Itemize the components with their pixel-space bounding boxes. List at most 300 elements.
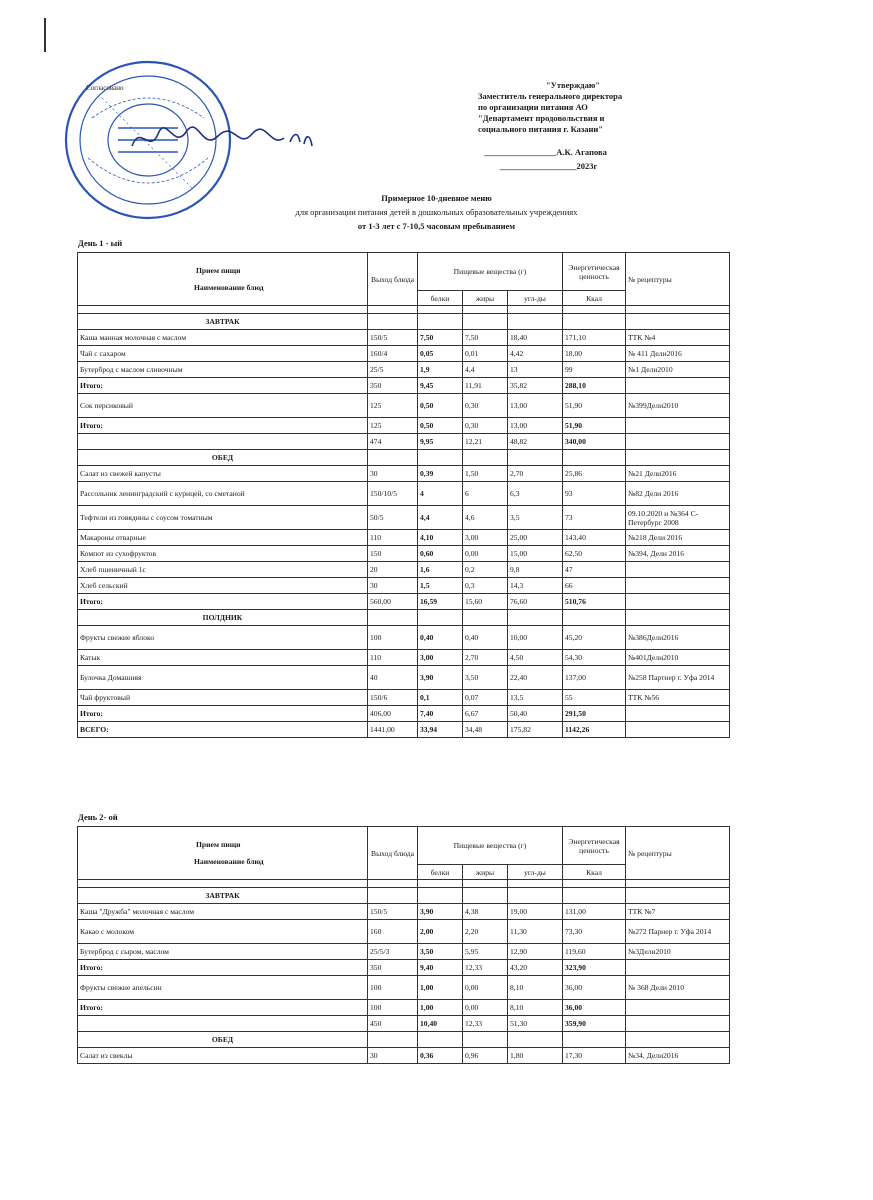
dish-proteins: 9,95 [418, 434, 463, 450]
day2-label: День 2- ой [78, 812, 118, 822]
dish-yield: 40 [368, 666, 418, 690]
dish-yield: 160/4 [368, 346, 418, 362]
total-row [78, 1000, 730, 1016]
dish-row [78, 530, 730, 546]
dish-yield: 560,00 [368, 594, 418, 610]
empty-cell [463, 610, 508, 626]
dish-row [78, 394, 730, 418]
empty-cell [626, 1032, 730, 1048]
spacer-cell [626, 880, 730, 888]
dish-name: Бутерброд с сыром, маслом [78, 944, 368, 960]
empty-cell [563, 610, 626, 626]
spacer-cell [563, 880, 626, 888]
dish-row [78, 626, 730, 650]
dish-yield: 25/5/3 [368, 944, 418, 960]
dish-kcal: 36,00 [563, 1000, 626, 1016]
dish-kcal: 25,86 [563, 466, 626, 482]
empty-cell [563, 888, 626, 904]
empty-cell [418, 1032, 463, 1048]
dish-yield: 100 [368, 626, 418, 650]
dish-yield: 110 [368, 650, 418, 666]
dish-proteins: 0,60 [418, 546, 463, 562]
header-yield: Выход блюда [368, 827, 418, 880]
dish-carbs: 15,00 [508, 546, 563, 562]
dish-name: Салат из свежей капусты [78, 466, 368, 482]
dish-fats: 12,33 [463, 960, 508, 976]
section-row [78, 888, 730, 904]
dish-carbs: 22,40 [508, 666, 563, 690]
dish-proteins: 1,5 [418, 578, 463, 594]
dish-kcal: 45,20 [563, 626, 626, 650]
dish-name: Салат из свеклы [78, 1048, 368, 1064]
dish-proteins: 0,1 [418, 690, 463, 706]
dish-yield: 1441,00 [368, 722, 418, 738]
empty-cell [463, 1032, 508, 1048]
dish-carbs: 43,20 [508, 960, 563, 976]
dish-row [78, 944, 730, 960]
approval-line: "Департамент продовольствия и [478, 113, 605, 123]
dish-proteins: 0,39 [418, 466, 463, 482]
dish-fats: 1,50 [463, 466, 508, 482]
dish-proteins: 1,6 [418, 562, 463, 578]
dish-yield: 450 [368, 1016, 418, 1032]
dish-kcal: 51,90 [563, 394, 626, 418]
day1-label: День 1 - ый [78, 238, 123, 248]
dish-yield: 125 [368, 418, 418, 434]
dish-name: Чай фруктовый [78, 690, 368, 706]
dish-kcal: 137,00 [563, 666, 626, 690]
empty-cell [368, 1032, 418, 1048]
dish-kcal: 119,60 [563, 944, 626, 960]
dish-recipe: 09.10.2020 и №364 С-Петербург 2008 [626, 506, 730, 530]
dish-yield: 474 [368, 434, 418, 450]
dish-proteins: 3,00 [418, 650, 463, 666]
header-proteins: белки [418, 291, 463, 306]
header-row [78, 827, 730, 865]
dish-name: Бутерброд с маслом сливочным [78, 362, 368, 378]
header-dish-name: Наименование блюд [194, 857, 264, 866]
dish-name: Сок персиковый [78, 394, 368, 418]
section-row [78, 314, 730, 330]
dish-yield: 30 [368, 1048, 418, 1064]
dish-proteins: 7,40 [418, 706, 463, 722]
dish-recipe: №386Дели2016 [626, 626, 730, 650]
empty-cell [368, 888, 418, 904]
dish-proteins: 4 [418, 482, 463, 506]
total-label: Итого: [78, 1000, 368, 1016]
dish-proteins: 1,00 [418, 976, 463, 1000]
spacer-cell [508, 880, 563, 888]
dish-row [78, 506, 730, 530]
dish-kcal: 17,30 [563, 1048, 626, 1064]
header-energy: Энергетическая ценность [563, 827, 626, 865]
dish-proteins: 9,40 [418, 960, 463, 976]
dish-row [78, 562, 730, 578]
total-row [78, 960, 730, 976]
day2-menu-table [77, 826, 730, 1064]
dish-kcal: 55 [563, 690, 626, 706]
dish-yield: 110 [368, 530, 418, 546]
dish-fats: 4,38 [463, 904, 508, 920]
dish-recipe [626, 706, 730, 722]
dish-proteins: 4,4 [418, 506, 463, 530]
dish-recipe [626, 434, 730, 450]
dish-yield: 350 [368, 378, 418, 394]
dish-name: Каша манная молочная с маслом [78, 330, 368, 346]
dish-row [78, 346, 730, 362]
stamp-label: Согласовано [86, 84, 124, 92]
dish-kcal: 510,76 [563, 594, 626, 610]
empty-cell [626, 610, 730, 626]
dish-kcal: 47 [563, 562, 626, 578]
dish-recipe: ТТК №4 [626, 330, 730, 346]
dish-fats: 12,33 [463, 1016, 508, 1032]
dish-name: Рассольник ленинградский с курицей, со сметаной [78, 482, 368, 506]
approval-quote: "Утверждаю" [545, 80, 601, 90]
dish-proteins: 3,50 [418, 944, 463, 960]
dish-recipe: №21 Дели2016 [626, 466, 730, 482]
dish-yield: 50/5 [368, 506, 418, 530]
total-label: Итого: [78, 418, 368, 434]
dish-row [78, 578, 730, 594]
dish-fats: 5,95 [463, 944, 508, 960]
empty-cell [563, 1032, 626, 1048]
header-kcal: Ккал [563, 291, 626, 306]
dish-recipe [626, 960, 730, 976]
empty-cell [508, 610, 563, 626]
dish-fats: 4,4 [463, 362, 508, 378]
empty-cell [368, 450, 418, 466]
dish-name: Катык [78, 650, 368, 666]
total-row [78, 594, 730, 610]
dish-name: Каша "Дружба" молочная с маслом [78, 904, 368, 920]
dish-row [78, 666, 730, 690]
dish-name: Чай с сахаром [78, 346, 368, 362]
dish-proteins: 16,59 [418, 594, 463, 610]
section-title: ОБЕД [78, 1032, 368, 1048]
dish-fats: 0,30 [463, 418, 508, 434]
empty-cell [508, 314, 563, 330]
dish-carbs: 3,5 [508, 506, 563, 530]
dish-carbs: 8,10 [508, 976, 563, 1000]
document-titles [0, 192, 873, 232]
dish-carbs: 175,82 [508, 722, 563, 738]
empty-cell [418, 314, 463, 330]
dish-recipe: №394, Дели 2016 [626, 546, 730, 562]
empty-cell [463, 450, 508, 466]
dish-kcal: 288,10 [563, 378, 626, 394]
dish-fats: 11,91 [463, 378, 508, 394]
spacer-row [78, 306, 730, 314]
total-row [78, 378, 730, 394]
dish-recipe [626, 722, 730, 738]
dish-carbs: 51,30 [508, 1016, 563, 1032]
day1-menu-table [77, 252, 730, 738]
empty-cell [563, 450, 626, 466]
header-nutrients: Пищевые вещества (г) [418, 827, 563, 865]
approval-sign: _________________А.К. Агапова [484, 147, 607, 157]
section-row [78, 610, 730, 626]
dish-fats: 3,50 [463, 666, 508, 690]
dish-proteins: 0,40 [418, 626, 463, 650]
spacer-row [78, 880, 730, 888]
approval-line: по организации питания АО [478, 102, 588, 112]
dish-kcal: 93 [563, 482, 626, 506]
section-title: ОБЕД [78, 450, 368, 466]
dish-row [78, 362, 730, 378]
dish-recipe: №3Дели2010 [626, 944, 730, 960]
total-label [78, 1016, 368, 1032]
dish-recipe [626, 578, 730, 594]
dish-fats: 0,3 [463, 578, 508, 594]
spacer-cell [368, 306, 418, 314]
approval-line: социального питания г. Казани" [478, 124, 604, 134]
dish-recipe: №399Дели2010 [626, 394, 730, 418]
dish-carbs: 25,00 [508, 530, 563, 546]
dish-recipe: № 411 Дели2016 [626, 346, 730, 362]
dish-yield: 160 [368, 920, 418, 944]
dish-carbs: 9,8 [508, 562, 563, 578]
empty-cell [418, 610, 463, 626]
section-row [78, 1032, 730, 1048]
dish-carbs: 35,82 [508, 378, 563, 394]
header-dish [78, 253, 368, 306]
dish-name: Макароны отварные [78, 530, 368, 546]
dish-kcal: 62,50 [563, 546, 626, 562]
dish-carbs: 18,40 [508, 330, 563, 346]
dish-name: Фрукты свежие яблоко [78, 626, 368, 650]
dish-fats: 0,30 [463, 394, 508, 418]
spacer-cell [368, 880, 418, 888]
dish-name: Булочка Домашняя [78, 666, 368, 690]
dish-yield: 350 [368, 960, 418, 976]
dish-fats: 34,48 [463, 722, 508, 738]
header-reception: Прием пищи [196, 266, 241, 275]
approval-block [478, 80, 668, 172]
header-yield: Выход блюда [368, 253, 418, 306]
total-row [78, 706, 730, 722]
dish-recipe [626, 562, 730, 578]
dish-carbs: 6,3 [508, 482, 563, 506]
total-label: Итого: [78, 706, 368, 722]
header-nutrients: Пищевые вещества (г) [418, 253, 563, 291]
section-title: ЗАВТРАК [78, 888, 368, 904]
dish-recipe [626, 378, 730, 394]
spacer-cell [463, 306, 508, 314]
dish-yield: 150 [368, 546, 418, 562]
spacer-cell [418, 880, 463, 888]
dish-row [78, 920, 730, 944]
dish-carbs: 11,30 [508, 920, 563, 944]
dish-row [78, 1048, 730, 1064]
dish-row [78, 690, 730, 706]
dish-fats: 7,50 [463, 330, 508, 346]
spacer-cell [78, 306, 368, 314]
header-reception: Прием пищи [196, 840, 241, 849]
dish-yield: 25/5 [368, 362, 418, 378]
dish-carbs: 1,80 [508, 1048, 563, 1064]
dish-proteins: 0,50 [418, 418, 463, 434]
dish-recipe: №34, Дели2016 [626, 1048, 730, 1064]
dish-carbs: 13,5 [508, 690, 563, 706]
dish-kcal: 359,90 [563, 1016, 626, 1032]
dish-row [78, 650, 730, 666]
dish-fats: 4,6 [463, 506, 508, 530]
dish-proteins: 9,45 [418, 378, 463, 394]
dish-name: Какао с молоком [78, 920, 368, 944]
dish-kcal: 73 [563, 506, 626, 530]
empty-cell [418, 450, 463, 466]
empty-cell [563, 314, 626, 330]
dish-proteins: 0,05 [418, 346, 463, 362]
spacer-cell [78, 880, 368, 888]
dish-kcal: 18,00 [563, 346, 626, 362]
dish-fats: 3,00 [463, 530, 508, 546]
dish-proteins: 1,9 [418, 362, 463, 378]
dish-kcal: 1142,26 [563, 722, 626, 738]
dish-carbs: 13 [508, 362, 563, 378]
dish-kcal: 340,00 [563, 434, 626, 450]
dish-proteins: 7,50 [418, 330, 463, 346]
empty-cell [626, 314, 730, 330]
section-title: ПОЛДНИК [78, 610, 368, 626]
dish-fats: 15,60 [463, 594, 508, 610]
dish-recipe: №82 Дели 2016 [626, 482, 730, 506]
total-label: Итого: [78, 594, 368, 610]
total-label: ВСЕГО: [78, 722, 368, 738]
header-fats: жиры [463, 865, 508, 880]
total-row [78, 434, 730, 450]
dish-carbs: 14,3 [508, 578, 563, 594]
dish-recipe: №272 Парнер г. Уфа 2014 [626, 920, 730, 944]
dish-recipe [626, 1000, 730, 1016]
dish-recipe: №258 Партнер г. Уфа 2014 [626, 666, 730, 690]
signature [128, 120, 328, 160]
dish-kcal: 73,30 [563, 920, 626, 944]
dish-carbs: 48,82 [508, 434, 563, 450]
dish-kcal: 323,90 [563, 960, 626, 976]
header-carbs: угл-ды [508, 291, 563, 306]
header-carbs: угл-ды [508, 865, 563, 880]
spacer-cell [563, 306, 626, 314]
dish-yield: 150/6 [368, 690, 418, 706]
scan-mark [44, 18, 46, 52]
dish-name: Хлеб пшеничный 1с [78, 562, 368, 578]
dish-proteins: 0,50 [418, 394, 463, 418]
empty-cell [418, 888, 463, 904]
total-row [78, 1016, 730, 1032]
dish-kcal: 143,40 [563, 530, 626, 546]
total-label: Итого: [78, 378, 368, 394]
header-recipe: № рецептуры [626, 253, 730, 306]
dish-recipe: ТТК №56 [626, 690, 730, 706]
dish-fats: 2,70 [463, 650, 508, 666]
dish-kcal: 54,30 [563, 650, 626, 666]
dish-carbs: 2,70 [508, 466, 563, 482]
dish-carbs: 10,00 [508, 626, 563, 650]
dish-yield: 100 [368, 1000, 418, 1016]
dish-proteins: 2,00 [418, 920, 463, 944]
spacer-cell [418, 306, 463, 314]
header-recipe: № рецептуры [626, 827, 730, 880]
dish-proteins: 10,40 [418, 1016, 463, 1032]
total-label: Итого: [78, 960, 368, 976]
dish-proteins: 4,10 [418, 530, 463, 546]
header-dish [78, 827, 368, 880]
dish-kcal: 99 [563, 362, 626, 378]
dish-recipe: № 368 Дели 2010 [626, 976, 730, 1000]
dish-proteins: 3,90 [418, 666, 463, 690]
dish-fats: 0,00 [463, 976, 508, 1000]
dish-kcal: 66 [563, 578, 626, 594]
dish-recipe: №1 Дели2010 [626, 362, 730, 378]
dish-name: Хлеб сельский [78, 578, 368, 594]
title-sub: для организации питания детей в дошкольных образовательных учреждениях [295, 207, 578, 217]
dish-name: Компот из сухофруктов [78, 546, 368, 562]
dish-recipe [626, 418, 730, 434]
dish-fats: 0,40 [463, 626, 508, 650]
dish-kcal: 51,90 [563, 418, 626, 434]
approval-line: Заместитель генерального директора [478, 91, 623, 101]
total-row [78, 722, 730, 738]
dish-yield: 150/10/5 [368, 482, 418, 506]
header-kcal: Ккал [563, 865, 626, 880]
dish-fats: 0,00 [463, 546, 508, 562]
header-row [78, 253, 730, 291]
dish-yield: 20 [368, 562, 418, 578]
dish-fats: 6 [463, 482, 508, 506]
header-dish-name: Наименование блюд [194, 283, 264, 292]
dish-recipe: №218 Дели 2016 [626, 530, 730, 546]
dish-carbs: 50,40 [508, 706, 563, 722]
dish-fats: 0,01 [463, 346, 508, 362]
section-row [78, 450, 730, 466]
dish-row [78, 482, 730, 506]
dish-proteins: 33,94 [418, 722, 463, 738]
dish-carbs: 12,90 [508, 944, 563, 960]
dish-recipe [626, 1016, 730, 1032]
dish-yield: 125 [368, 394, 418, 418]
dish-row [78, 546, 730, 562]
spacer-cell [508, 306, 563, 314]
empty-cell [508, 888, 563, 904]
dish-carbs: 19,00 [508, 904, 563, 920]
dish-yield: 30 [368, 466, 418, 482]
spacer-cell [463, 880, 508, 888]
header-fats: жиры [463, 291, 508, 306]
dish-carbs: 13,00 [508, 394, 563, 418]
dish-kcal: 171,10 [563, 330, 626, 346]
header-energy: Энергетическая ценность [563, 253, 626, 291]
dish-fats: 6,67 [463, 706, 508, 722]
empty-cell [626, 888, 730, 904]
dish-row [78, 466, 730, 482]
dish-fats: 0,2 [463, 562, 508, 578]
dish-kcal: 291,50 [563, 706, 626, 722]
dish-recipe: №401Дели2010 [626, 650, 730, 666]
dish-yield: 100 [368, 976, 418, 1000]
title-main: Примерное 10-дневное меню [381, 193, 492, 203]
dish-row [78, 976, 730, 1000]
title-age: от 1-3 лет с 7-10,5 часовым пребыванием [357, 221, 516, 231]
total-row [78, 418, 730, 434]
empty-cell [626, 450, 730, 466]
dish-carbs: 8,10 [508, 1000, 563, 1016]
dish-carbs: 13,00 [508, 418, 563, 434]
dish-name: Тефтели из говядины с соусом томатным [78, 506, 368, 530]
dish-carbs: 4,42 [508, 346, 563, 362]
dish-name: Фрукты свежие апельсин [78, 976, 368, 1000]
